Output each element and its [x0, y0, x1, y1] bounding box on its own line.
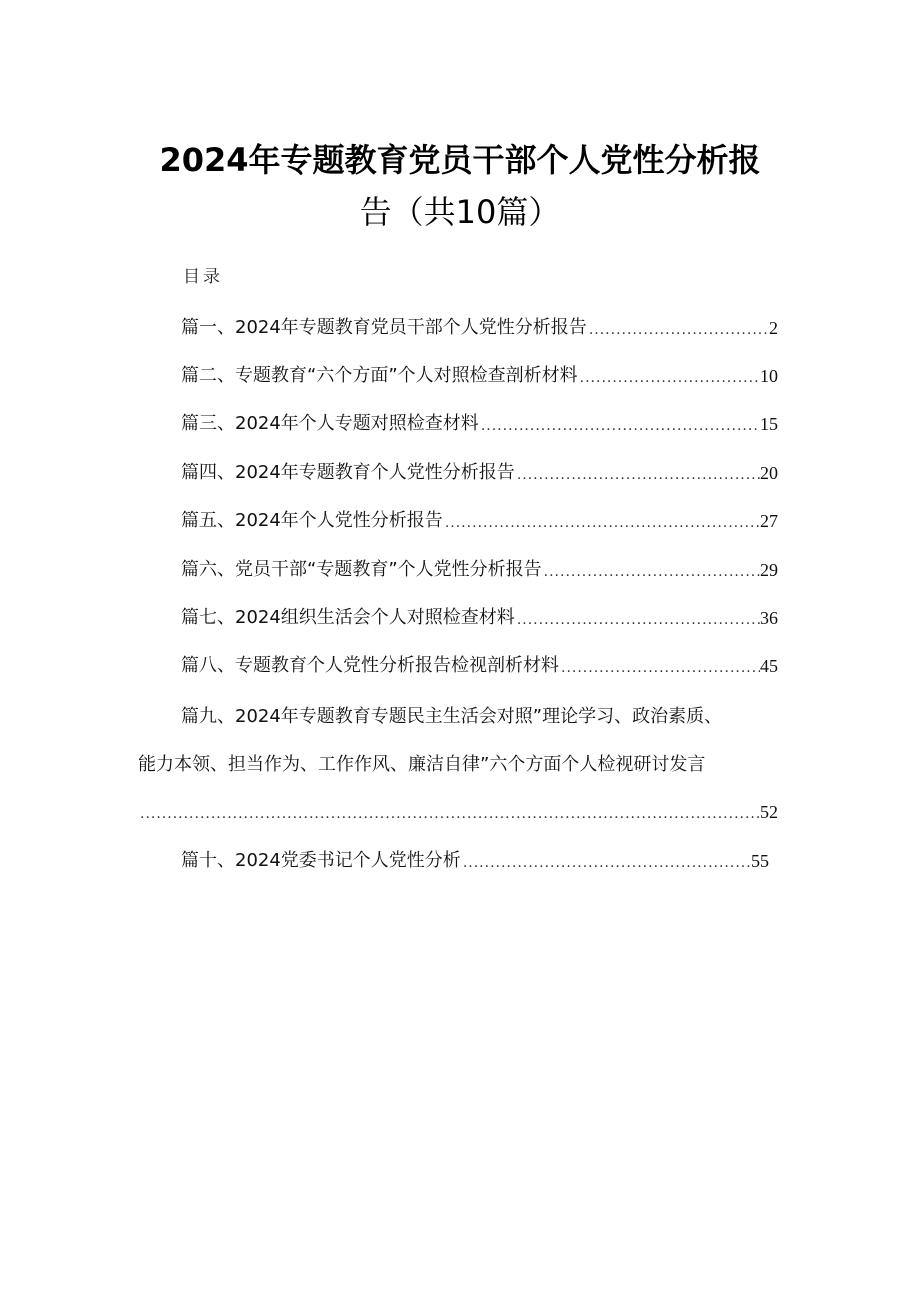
toc-entry-label: 篇三、2024年个人专题对照检查材料: [181, 413, 479, 434]
toc-page-number: 55: [751, 851, 769, 871]
toc-entry-9-line1: 篇九、2024年专题教育专题民主生活会对照”理论学习、政治素质、: [181, 706, 723, 727]
toc-page-number: 27: [760, 511, 778, 531]
toc-heading: 目录: [183, 267, 223, 287]
toc-entry-3[interactable]: [181, 405, 778, 435]
toc-page-number: 2: [769, 318, 778, 338]
toc-page-number: 52: [760, 802, 778, 822]
toc-leader-dots: [443, 514, 760, 532]
toc-entry-2[interactable]: [181, 357, 778, 387]
toc-page-number: 45: [760, 656, 778, 676]
toc-entry-label: 篇十、2024党委书记个人党性分析: [181, 850, 461, 871]
toc-entry-9-leader-row: [138, 793, 778, 823]
toc-page-number: 36: [760, 608, 778, 628]
toc-page-number: 29: [760, 560, 778, 580]
toc-entry-1[interactable]: [181, 309, 778, 339]
toc-entry-label: 篇八、专题教育个人党性分析报告检视剖析材料: [181, 655, 559, 676]
toc-entry-8[interactable]: [181, 647, 778, 677]
toc-leader-dots: [587, 321, 769, 339]
toc-entry-7[interactable]: [181, 599, 778, 629]
toc-leader-dots: [138, 805, 760, 823]
toc-entry-label: 篇四、2024年专题教育个人党性分析报告: [181, 462, 515, 483]
toc-entry-label: 篇二、专题教育“六个方面”个人对照检查剖析材料: [181, 365, 578, 386]
toc-entry-label: 篇六、党员干部“专题教育”个人党性分析报告: [181, 559, 542, 580]
document-title-line2: 告（共10篇）: [359, 193, 561, 231]
toc-entry-label: 篇七、2024组织生活会个人对照检查材料: [181, 607, 515, 628]
toc-leader-dots: [461, 854, 751, 872]
document-title-line1: 2024年专题教育党员干部个人党性分析报: [159, 141, 761, 179]
toc-entry-9-line2: 能力本领、担当作为、工作作风、廉洁自律”六个方面个人检视研讨发言: [138, 754, 706, 775]
toc-page-number: 15: [760, 414, 778, 434]
toc-leader-dots: [515, 466, 760, 484]
toc-leader-dots: [542, 563, 760, 581]
toc-entry-10[interactable]: [181, 842, 769, 872]
toc-leader-dots: [578, 369, 760, 387]
toc-page-number: 10: [760, 366, 778, 386]
toc-leader-dots: [515, 611, 760, 629]
toc-entry-5[interactable]: [181, 502, 778, 532]
toc-entry-4[interactable]: [181, 454, 778, 484]
toc-page-number: 20: [760, 463, 778, 483]
toc-entry-6[interactable]: [181, 551, 778, 581]
toc-leader-dots: [479, 417, 760, 435]
toc-entry-label: 篇五、2024年个人党性分析报告: [181, 510, 443, 531]
toc-entry-label: 篇一、2024年专题教育党员干部个人党性分析报告: [181, 317, 587, 338]
toc-leader-dots: [559, 659, 760, 677]
